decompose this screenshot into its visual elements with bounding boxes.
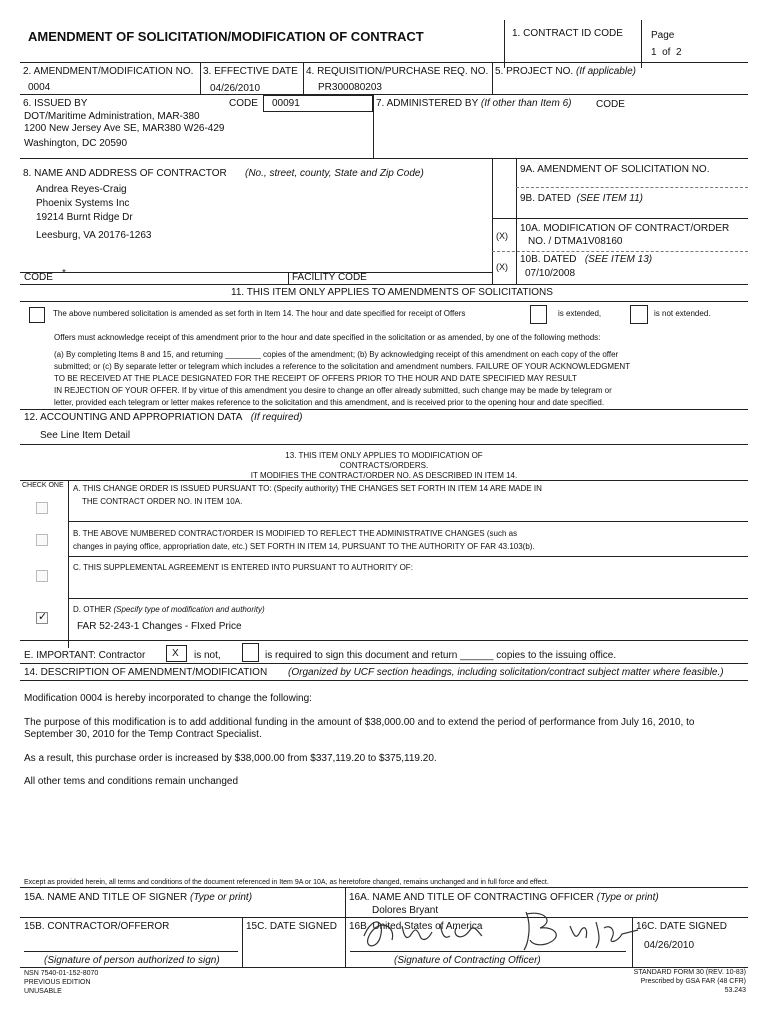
item11-heading: 11. THIS ITEM ONLY APPLIES TO AMENDMENTS OF SOLICITATIONS <box>231 287 553 298</box>
administered-code-label: CODE <box>596 99 625 110</box>
sig-officer-note: (Signature of Contracting Officer) <box>394 955 541 966</box>
issued-code-value: 00091 <box>272 98 300 109</box>
amendment-no-value: 0004 <box>28 82 51 93</box>
checkmark-icon: ✓ <box>38 611 48 623</box>
sig-person-note: (Signature of person authorized to sign) <box>44 955 220 966</box>
sf30-form <box>20 20 748 1000</box>
issuer-line-2: 1200 New Jersey Ave SE, MAR380 W26-429 <box>24 123 225 134</box>
date-signed-16c: 04/26/2010 <box>644 940 695 951</box>
contract-id-label: 1. CONTRACT ID CODE <box>512 28 623 39</box>
item13-heading-2: CONTRACTS/ORDERS. <box>339 461 429 470</box>
item13-heading-3: IT MODIFIES THE CONTRACT/ORDER NO. AS DESCRIBED IN ITEM 14. <box>250 471 518 480</box>
contractor-code-value: * <box>62 268 66 279</box>
amendment-no-label: 2. AMENDMENT/MODIFICATION NO. <box>23 66 194 77</box>
item13b-line2: changes in paying office, appropriation date, etc.) SET FORTH IN ITEM 14, PURSUANT TO THE AUTHORITY OF FAR 43.103(b). <box>73 542 535 551</box>
item11-para-1: (a) By completing Items 8 and 15, and returning ________ copies of the amendment; (b) By acknowledging receipt of this amendment on each copy of the offer <box>54 350 619 359</box>
nsn-line-2: PREVIOUS EDITION <box>24 979 91 986</box>
form-line-3: 53.243 <box>724 987 746 994</box>
contractor-line-3: 19214 Burnt Ridge Dr <box>36 212 133 223</box>
item13b-checkbox[interactable] <box>36 534 48 546</box>
page-indicator: 1 of 2 <box>651 47 682 58</box>
item11-checkbox[interactable] <box>29 307 45 323</box>
item14-p3: As a result, this purchase order is increased by $38,000.00 from $337,119.20 to $375,119.20. <box>24 753 437 764</box>
is-not-extended-text: is not extended. <box>654 309 711 318</box>
issued-by-label: 6. ISSUED BY <box>23 98 88 109</box>
is-not-extended-checkbox[interactable] <box>630 305 648 324</box>
item13b-line1: B. THE ABOVE NUMBERED CONTRACT/ORDER IS MODIFIED TO REFLECT THE ADMINISTRATIVE CHANGES (such as <box>73 529 518 538</box>
item11-line2: Offers must acknowledge receipt of this amendment prior to the hour and date specified in the solicitation or as amended, by one of the following methods: <box>54 333 601 342</box>
effective-date-value: 04/26/2010 <box>210 83 261 94</box>
item13a-line1: A. THIS CHANGE ORDER IS ISSUED PURSUANT TO: (Specify authority) THE CHANGES SET FORTH IN ITEM 14 ARE MADE IN <box>73 484 542 493</box>
effective-date-label: 3. EFFECTIVE DATE <box>203 66 298 77</box>
issued-code-label: CODE <box>229 98 258 109</box>
item10a-x-mark: (X) <box>496 231 508 241</box>
issuer-line-3: Washington, DC 20590 <box>24 138 128 149</box>
requisition-value: PR300080203 <box>318 82 382 93</box>
contractor-city: Leesburg, VA 20176-1263 <box>36 230 152 241</box>
is-not-x-mark: X <box>172 648 179 659</box>
important-text: is required to sign this document and return ______ copies to the issuing office. <box>265 650 617 661</box>
item15a-label: 15A. NAME AND TITLE OF SIGNER (Type or print) <box>24 892 253 903</box>
item14-p2-line1: The purpose of this modification is to add additional funding in the amount of $38,000.00 and to extend the period of performance from July 16, 2010, to <box>24 717 695 728</box>
item14-note: (Organized by UCF section headings, including solicitation/contract subject matter where feasible.) <box>288 667 724 678</box>
item12-value: See Line Item Detail <box>40 430 131 441</box>
item14-p4: All other tems and conditions remain unchanged <box>24 776 239 787</box>
item10a-value: NO. / DTMA1V08160 <box>528 236 623 247</box>
is-extended-text: is extended, <box>558 309 602 318</box>
item10b-value: 07/10/2008 <box>525 268 576 279</box>
administered-by-label: 7. ADMINISTERED BY (If other than Item 6) <box>376 98 572 109</box>
check-one-label: CHECK ONE <box>22 482 64 489</box>
item13d-value: FAR 52-243-1 Changes - FIxed Price <box>77 621 242 632</box>
page-label: Page <box>651 30 675 41</box>
item15c-label: 15C. DATE SIGNED <box>246 921 337 932</box>
important-label: E. IMPORTANT: Contractor <box>24 650 146 661</box>
item10b-label: 10B. DATED (SEE ITEM 13) <box>520 254 653 265</box>
nsn-line-1: NSN 7540-01-152-8070 <box>24 970 99 977</box>
item11-para-2: submitted; or (c) By separate letter or telegram which includes a reference to the solicitation and amendment numbers. FAILURE OF YOUR ACKNOWLEDGMENT <box>54 362 631 371</box>
item11-line1: The above numbered solicitation is amended as set forth in Item 14. The hour and date specified for receipt of Offers <box>53 309 466 318</box>
item14-label: 14. DESCRIPTION OF AMENDMENT/MODIFICATION <box>24 667 268 678</box>
form-title: AMENDMENT OF SOLICITATION/MODIFICATION OF CONTRACT <box>28 29 424 44</box>
item12-label: 12. ACCOUNTING AND APPROPRIATION DATA (If required) <box>24 412 303 423</box>
item14-p1: Modification 0004 is hereby incorporated to change the following: <box>24 693 312 704</box>
contractor-code-label: CODE <box>24 272 53 283</box>
item11-para-3: TO BE RECEIVED AT THE PLACE DESIGNATED FOR THE RECEIPT OF OFFERS PRIOR TO THE HOUR AND DATE SPECIFIED MAY RESULT <box>54 374 577 383</box>
item13c-checkbox[interactable] <box>36 570 48 582</box>
officer-name: Dolores Bryant <box>372 905 439 916</box>
contractor-line-1: Andrea Reyes-Craig <box>36 184 127 195</box>
item13a-checkbox[interactable] <box>36 502 48 514</box>
item13d-label: D. OTHER (Specify type of modification and authority) <box>73 605 265 614</box>
contractor-note: (No., street, county, State and Zip Code) <box>245 168 424 179</box>
except-text: Except as provided herein, all terms and conditions of the document referenced in Item 9A or 10A, as heretofore changed, remains unchanged and in full force and effect. <box>24 879 549 886</box>
issuer-line-1: DOT/Maritime Administration, MAR-380 <box>24 111 200 122</box>
is-required-box[interactable] <box>242 643 259 662</box>
form-line-1: STANDARD FORM 30 (REV. 10-83) <box>633 969 746 976</box>
item13d-checkbox[interactable] <box>36 612 48 624</box>
item10b-x-mark: (X) <box>496 262 508 272</box>
item13c-line1: C. THIS SUPPLEMENTAL AGREEMENT IS ENTERED INTO PURSUANT TO AUTHORITY OF: <box>73 563 413 572</box>
requisition-label: 4. REQUISITION/PURCHASE REQ. NO. <box>306 66 489 77</box>
project-no-label: 5. PROJECT NO. (If applicable) <box>495 66 636 77</box>
item11-para-5: letter, provided each telegram or letter makes reference to the solicitation and this amendment, and is received prior to the opening hour and date specified. <box>54 398 605 407</box>
form-line-2: Prescribed by GSA FAR (48 CFR) <box>640 978 746 985</box>
is-not-text: is not, <box>194 650 221 661</box>
contractor-line-2: Phoenix Systems Inc <box>36 198 130 209</box>
item14-p2-line2: September 30, 2010 for the Temp Contract Specialist. <box>24 729 262 740</box>
nsn-line-3: UNUSABLE <box>24 988 62 995</box>
item16c-label: 16C. DATE SIGNED <box>636 921 727 932</box>
item16a-label: 16A. NAME AND TITLE OF CONTRACTING OFFICER (Type or print) <box>349 892 659 903</box>
item13a-line2: THE CONTRACT ORDER NO. IN ITEM 10A. <box>82 497 243 506</box>
facility-code-label: FACILITY CODE <box>292 272 367 283</box>
contractor-label: 8. NAME AND ADDRESS OF CONTRACTOR <box>23 168 227 179</box>
item10a-label: 10A. MODIFICATION OF CONTRACT/ORDER <box>520 223 730 234</box>
item15b-label: 15B. CONTRACTOR/OFFEROR <box>24 921 170 932</box>
item11-para-4: IN REJECTION OF YOUR OFFER. If by virtue of this amendment you desire to change an offer already submitted, such change may be made by telegram or <box>54 386 612 395</box>
item13-heading-1: 13. THIS ITEM ONLY APPLIES TO MODIFICATION OF <box>285 451 483 460</box>
is-extended-checkbox[interactable] <box>530 305 547 324</box>
item16b-label: 16B. United States of America <box>349 921 483 932</box>
item9b-label: 9B. DATED (SEE ITEM 11) <box>520 193 643 204</box>
item9a-label: 9A. AMENDMENT OF SOLICITATION NO. <box>520 164 710 175</box>
